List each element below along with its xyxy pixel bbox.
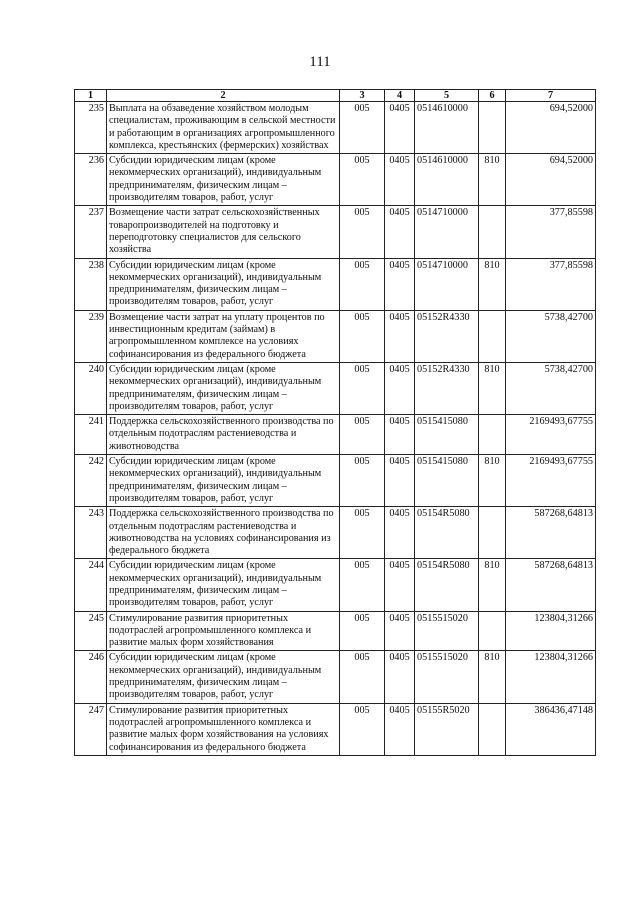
table-row	[75, 102, 596, 154]
row-code-ministry: 005	[340, 206, 385, 258]
row-code-expense-type: 810	[479, 362, 506, 414]
page-number: 111	[309, 54, 331, 70]
row-number: 239	[75, 310, 107, 362]
row-code-expense-type	[479, 206, 506, 258]
row-number: 244	[75, 559, 107, 611]
row-code-target: 0514710000	[415, 258, 479, 310]
row-code-ministry: 005	[340, 455, 385, 507]
row-code-section: 0405	[385, 651, 415, 703]
row-number: 247	[75, 703, 107, 755]
row-name: Поддержка сельскохозяйственного производства по отдельным подотраслям растениеводства и животноводства на условиях софинансирования из федерального бюджета	[107, 507, 340, 559]
row-code-expense-type: 810	[479, 455, 506, 507]
row-number: 242	[75, 455, 107, 507]
row-code-target: 05155R5020	[415, 703, 479, 755]
row-code-ministry: 005	[340, 154, 385, 206]
row-name: Субсидии юридическим лицам (кроме некоммерческих организаций), индивидуальным предпринимателям, физическим лицам – производителям товаров, работ, услуг	[107, 258, 340, 310]
table-row	[75, 154, 596, 206]
row-code-expense-type: 810	[479, 258, 506, 310]
row-name: Поддержка сельскохозяйственного производства по отдельным подотраслям растениеводства и животноводства	[107, 415, 340, 455]
row-code-ministry: 005	[340, 415, 385, 455]
row-code-expense-type	[479, 703, 506, 755]
row-name: Субсидии юридическим лицам (кроме некоммерческих организаций), индивидуальным предпринимателям, физическим лицам – производителям товаров, работ, услуг	[107, 651, 340, 703]
row-code-target: 0514710000	[415, 206, 479, 258]
header-col-7: 7	[506, 90, 596, 102]
table-row	[75, 611, 596, 651]
table-row	[75, 206, 596, 258]
row-amount: 587268,64813	[506, 559, 596, 611]
row-code-expense-type	[479, 102, 506, 154]
row-amount: 694,52000	[506, 154, 596, 206]
row-number: 241	[75, 415, 107, 455]
row-code-expense-type: 810	[479, 154, 506, 206]
header-col-6: 6	[479, 90, 506, 102]
row-name: Субсидии юридическим лицам (кроме некоммерческих организаций), индивидуальным предпринимателям, физическим лицам – производителям товаров, работ, услуг	[107, 455, 340, 507]
row-number: 243	[75, 507, 107, 559]
table-row	[75, 651, 596, 703]
row-code-expense-type	[479, 611, 506, 651]
row-amount: 123804,31266	[506, 611, 596, 651]
table-header-row	[75, 90, 596, 102]
row-code-ministry: 005	[340, 559, 385, 611]
row-code-target: 05154R5080	[415, 559, 479, 611]
row-code-target: 0514610000	[415, 102, 479, 154]
table-row	[75, 455, 596, 507]
row-amount: 123804,31266	[506, 651, 596, 703]
row-number: 237	[75, 206, 107, 258]
header-col-1: 1	[75, 90, 107, 102]
budget-table	[74, 89, 596, 756]
row-number: 236	[75, 154, 107, 206]
row-number: 246	[75, 651, 107, 703]
row-code-ministry: 005	[340, 611, 385, 651]
row-code-section: 0405	[385, 455, 415, 507]
row-code-target: 0515415080	[415, 455, 479, 507]
row-code-ministry: 005	[340, 651, 385, 703]
row-code-target: 0515415080	[415, 415, 479, 455]
row-name: Субсидии юридическим лицам (кроме некоммерческих организаций), индивидуальным предпринимателям, физическим лицам – производителям товаров, работ, услуг	[107, 559, 340, 611]
row-name: Стимулирование развития приоритетных подотраслей агропромышленного комплекса и развитие малых форм хозяйствования на условиях софинансирования из федерального бюджета	[107, 703, 340, 755]
row-amount: 377,85598	[506, 258, 596, 310]
row-number: 240	[75, 362, 107, 414]
row-code-section: 0405	[385, 362, 415, 414]
row-name: Возмещение части затрат на уплату процентов по инвестиционным кредитам (займам) в агропромышленном комплексе на условиях софинансирования из федерального бюджета	[107, 310, 340, 362]
row-amount: 587268,64813	[506, 507, 596, 559]
row-code-section: 0405	[385, 258, 415, 310]
row-amount: 5738,42700	[506, 310, 596, 362]
header-col-3: 3	[340, 90, 385, 102]
header-col-5: 5	[415, 90, 479, 102]
row-code-expense-type: 810	[479, 651, 506, 703]
row-code-ministry: 005	[340, 102, 385, 154]
row-amount: 2169493,67755	[506, 455, 596, 507]
table-row	[75, 310, 596, 362]
table-row	[75, 258, 596, 310]
row-code-target: 0515515020	[415, 651, 479, 703]
row-code-target: 0515515020	[415, 611, 479, 651]
row-code-section: 0405	[385, 559, 415, 611]
row-code-expense-type: 810	[479, 559, 506, 611]
row-code-target: 05152R4330	[415, 362, 479, 414]
row-code-ministry: 005	[340, 703, 385, 755]
row-name: Выплата на обзаведение хозяйством молодым специалистам, проживающим в сельской местности и работающим в организациях агропромышленного комплекса, крестьянских (фермерских) хозяйствах	[107, 102, 340, 154]
table-row	[75, 507, 596, 559]
row-code-section: 0405	[385, 507, 415, 559]
row-code-ministry: 005	[340, 507, 385, 559]
row-code-section: 0405	[385, 415, 415, 455]
header-col-4: 4	[385, 90, 415, 102]
row-amount: 5738,42700	[506, 362, 596, 414]
table-row	[75, 415, 596, 455]
row-number: 245	[75, 611, 107, 651]
row-code-ministry: 005	[340, 258, 385, 310]
row-code-expense-type	[479, 310, 506, 362]
row-amount: 2169493,67755	[506, 415, 596, 455]
table-row	[75, 362, 596, 414]
row-name: Стимулирование развития приоритетных подотраслей агропромышленного комплекса и развитие малых форм хозяйствования	[107, 611, 340, 651]
row-amount: 694,52000	[506, 102, 596, 154]
row-code-ministry: 005	[340, 310, 385, 362]
row-number: 235	[75, 102, 107, 154]
row-code-section: 0405	[385, 310, 415, 362]
row-code-section: 0405	[385, 154, 415, 206]
row-code-ministry: 005	[340, 362, 385, 414]
row-name: Возмещение части затрат сельскохозяйственных товаропроизводителей на подготовку и переподготовку специалистов для сельского хозяйства	[107, 206, 340, 258]
row-code-section: 0405	[385, 102, 415, 154]
header-col-2: 2	[107, 90, 340, 102]
row-code-target: 05154R5080	[415, 507, 479, 559]
row-code-expense-type	[479, 415, 506, 455]
table-row	[75, 559, 596, 611]
row-code-target: 05152R4330	[415, 310, 479, 362]
row-code-expense-type	[479, 507, 506, 559]
row-amount: 386436,47148	[506, 703, 596, 755]
row-amount: 377,85598	[506, 206, 596, 258]
row-name: Субсидии юридическим лицам (кроме некоммерческих организаций), индивидуальным предпринимателям, физическим лицам – производителям товаров, работ, услуг	[107, 362, 340, 414]
row-name: Субсидии юридическим лицам (кроме некоммерческих организаций), индивидуальным предпринимателям, физическим лицам – производителям товаров, работ, услуг	[107, 154, 340, 206]
row-code-section: 0405	[385, 703, 415, 755]
row-code-target: 0514610000	[415, 154, 479, 206]
row-code-section: 0405	[385, 611, 415, 651]
row-number: 238	[75, 258, 107, 310]
row-code-section: 0405	[385, 206, 415, 258]
table-row	[75, 703, 596, 755]
